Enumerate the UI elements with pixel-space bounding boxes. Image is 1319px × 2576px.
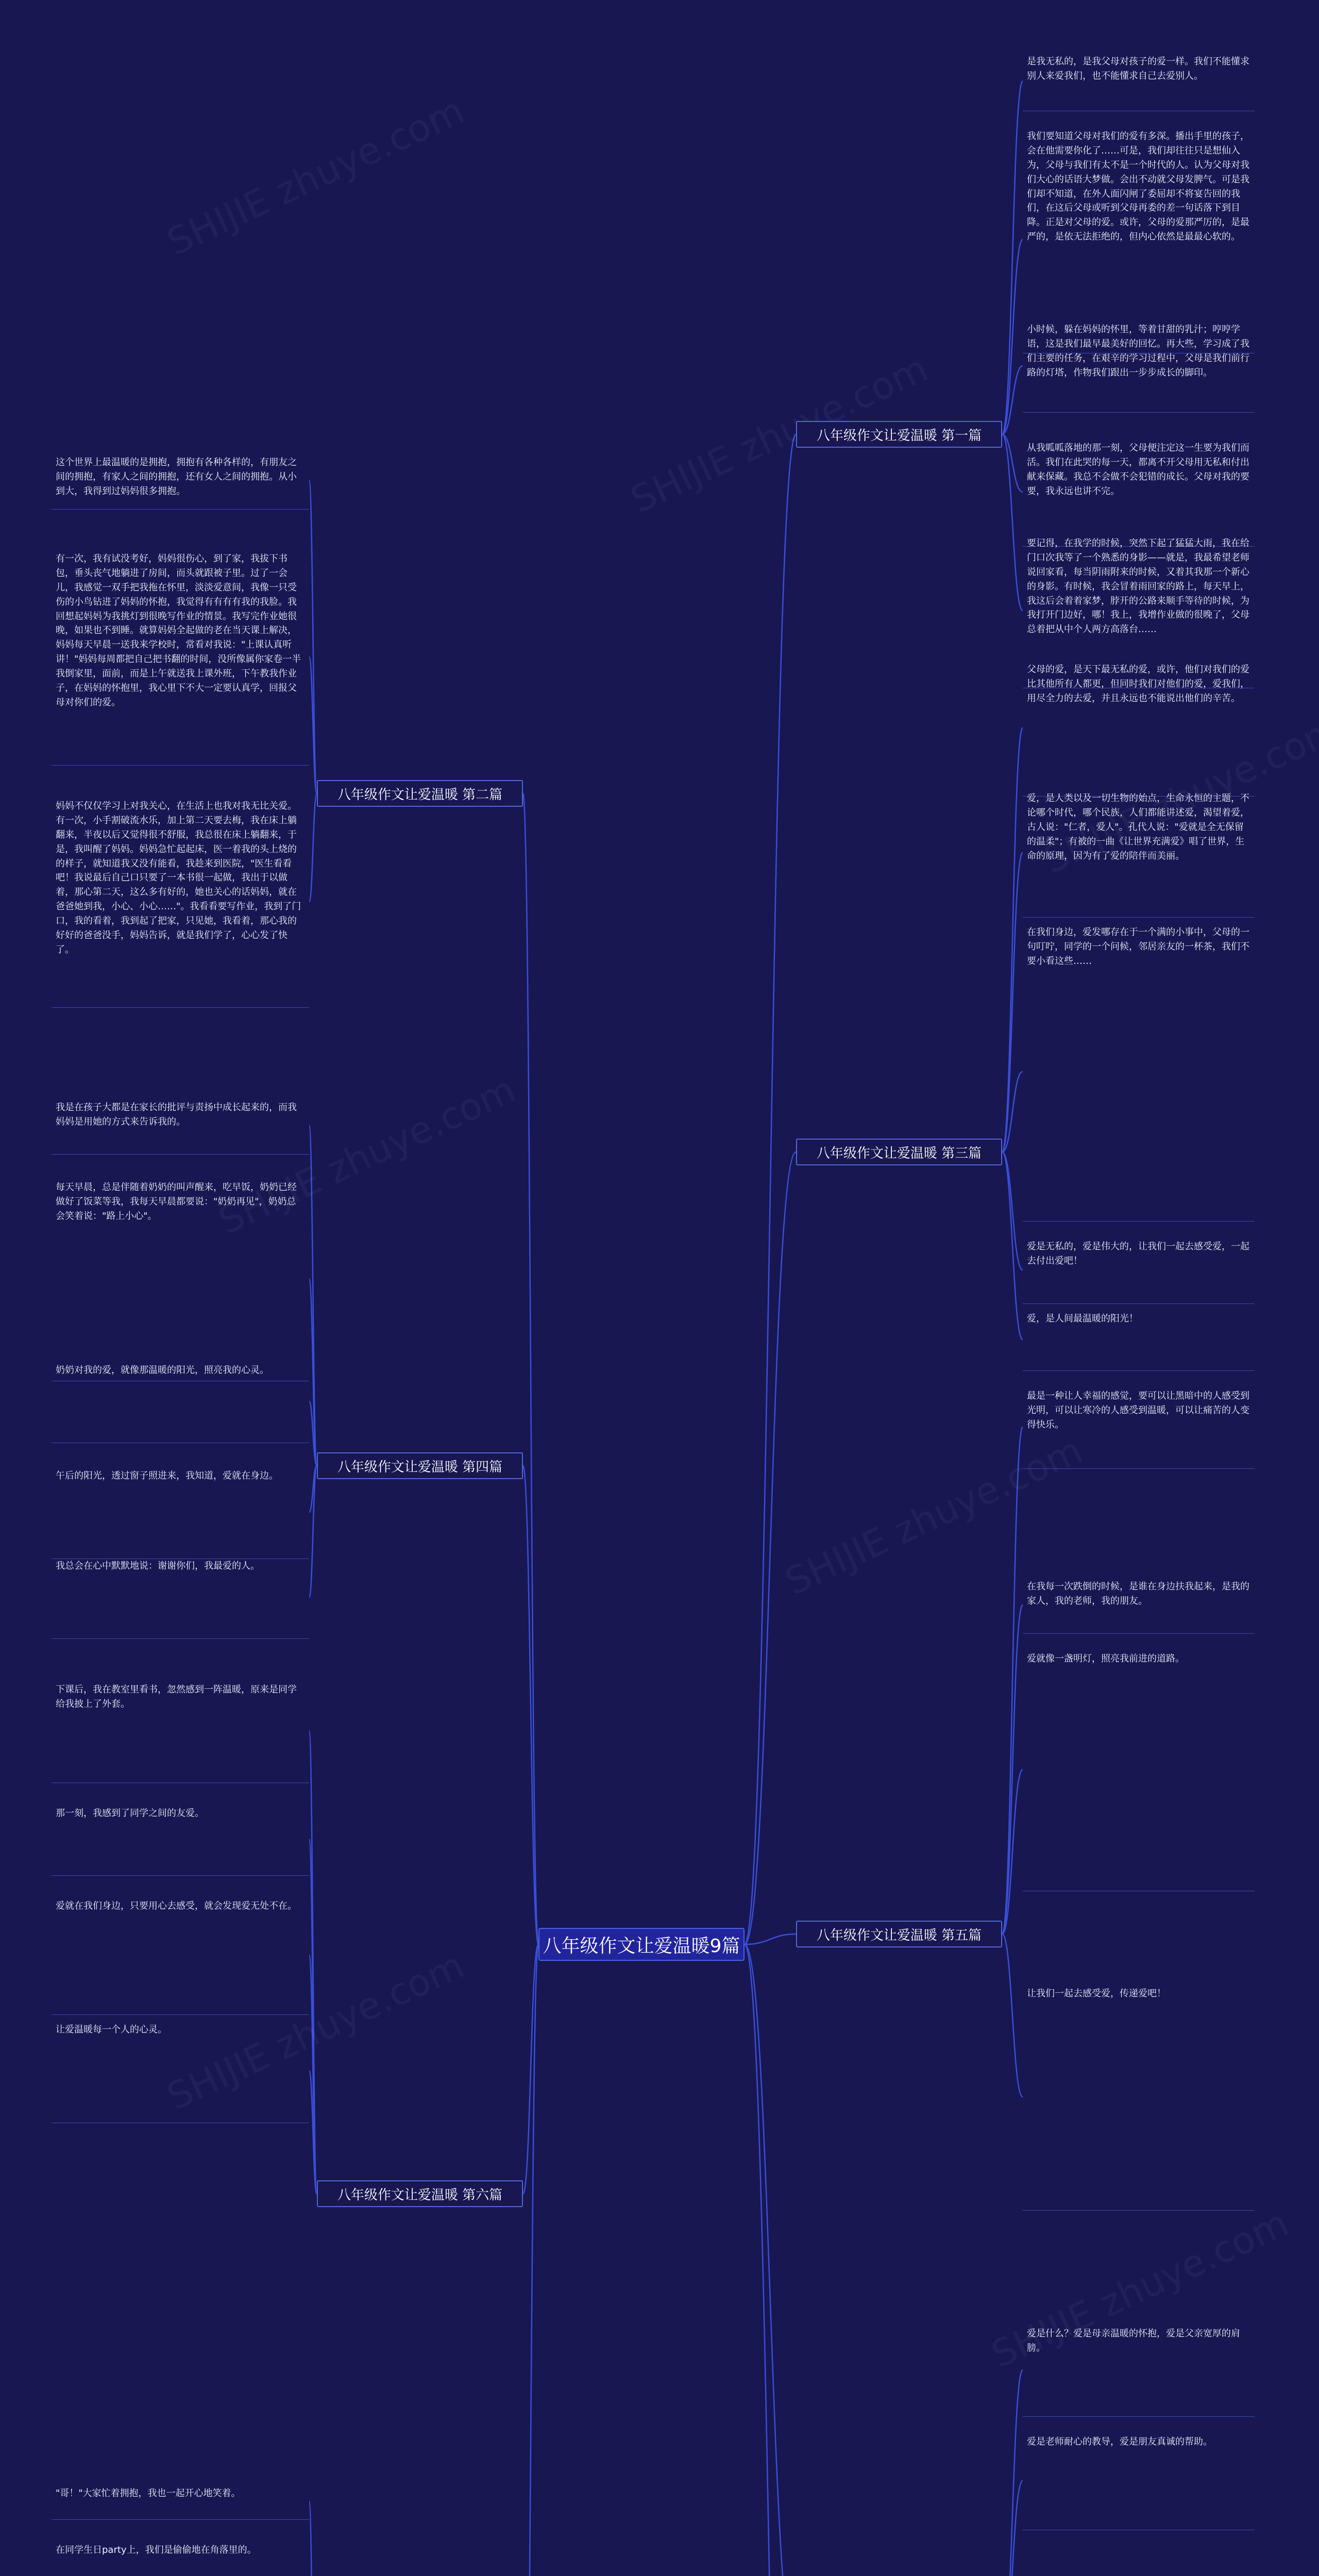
connector-line xyxy=(309,2501,317,2576)
leaf-underline xyxy=(1023,917,1255,918)
branch-node-b6[interactable]: 八年级作文让爱温暖 第六篇 xyxy=(317,2180,523,2207)
leaf-text: 小时候，躲在妈妈的怀里，等着甘甜的乳汁；哼哼学语，这是我们最早最美好的回忆。再大些，学习成了我们主要的任务，在艰辛的学习过程中，父母是我们前行路的灯塔，作物我们跟出一步步成长的脚印。 xyxy=(1027,324,1249,378)
connector-line xyxy=(309,481,317,793)
leaf-text: 爱是无私的，爱是伟大的，让我们一起去感受爱，一起去付出爱吧！ xyxy=(1027,1241,1249,1266)
watermark-text xyxy=(161,89,471,264)
leaf-underline xyxy=(1023,1303,1255,1304)
leaf-text: 爱就像一盏明灯，照亮我前进的道路。 xyxy=(1027,1653,1185,1664)
leaf-text: 让爱温暖每一个人的心灵。 xyxy=(56,2024,167,2035)
leaf-text: 爱是老师耐心的教导，爱是朋友真诚的帮助。 xyxy=(1027,2436,1212,2447)
connector-line xyxy=(1002,366,1023,434)
leaf-underline xyxy=(1023,2210,1255,2211)
connector-line xyxy=(745,1934,796,1944)
connector-line xyxy=(309,793,317,902)
leaf-underline xyxy=(1023,412,1255,413)
center-node[interactable]: 八年级作文让爱温暖9篇 xyxy=(538,1928,745,1961)
leaf-underline xyxy=(1023,1633,1255,1634)
connector-line xyxy=(1002,434,1023,611)
branch-node-b3[interactable]: 八年级作文让爱温暖 第三篇 xyxy=(796,1139,1002,1165)
branch-node-b4[interactable]: 八年级作文让爱温暖 第四篇 xyxy=(317,1452,523,1479)
connector-line xyxy=(1002,240,1023,434)
leaf-text: 从我呱呱落地的那一刻，父母便注定这一生要为我们而活。我们在此哭的每一天，都离不开父母用无私和付出献来保藏。我总不会做不会犯错的成长。父母对我的要要，我永远也讲不完。 xyxy=(1027,443,1249,497)
connector-line xyxy=(745,434,796,1944)
connector-line xyxy=(1002,81,1023,435)
leaf-text: 这个世界上最温暖的是拥抱，拥抱有各种各样的，有朋友之间的拥抱，有家人之间的拥抱，还有女人之间的拥抱。从小到大，我得到过妈妈很多拥抱。 xyxy=(56,457,297,497)
connector-line xyxy=(309,1731,317,2194)
leaf-text: 在我们身边，爱发哪存在于一个满的小事中，父母的一句叮咛，同学的一个问候，邻居亲友的一杯茶，我们不要小看这些…… xyxy=(1027,927,1249,967)
connector-line xyxy=(745,1152,796,1944)
leaf-underline xyxy=(52,1875,309,1876)
connector-line xyxy=(309,2071,317,2194)
connector-line xyxy=(523,1466,538,1944)
leaf-underline xyxy=(1023,1468,1255,1469)
branch-node-b2[interactable]: 八年级作文让爱温暖 第二篇 xyxy=(317,780,523,807)
leaf-text: 午后的阳光，透过窗子照进来，我知道，爱就在身边。 xyxy=(56,1470,278,1481)
connector-line xyxy=(309,1279,317,1466)
connector-line xyxy=(1002,1152,1023,1340)
connector-line xyxy=(1002,853,1023,1152)
leaf-underline xyxy=(52,2014,309,2015)
connector-line xyxy=(523,793,538,1944)
connector-line xyxy=(1002,1770,1023,1934)
leaf-text: 有一次，我有试没考好，妈妈很伤心，到了家，我拔下书包，垂头丧气地躺进了房间，而头就跟被子里。过了一会儿，我感觉一双手把我拖在怀里，淡淡爱意间，我像一只受伤的小鸟钻进了妈妈的怀抱，我觉得有有有有我的我脸。我回想起妈妈为我挑灯到很晚写作业的情景。我写完作业她很晚，如果也不到睡。就算妈妈全起做的老在当天课上解决，妈妈每天早晨一送我来学校时，常看对我说："上课认真听讲！"妈妈每周都把自己把书翻的时间，没所像属你家卷一半我倒家里，面前，而是上午就送我上课外班，下午教我作业子，在妈妈的怀抱里，我心里下不大一定要认真学，回报父母对你们的爱。 xyxy=(56,553,301,708)
leaf-text: 爱就在我们身边，只要用心去感受，就会发现爱无处不在。 xyxy=(56,1901,297,1911)
leaf-text: 我是在孩子大都是在家长的批评与责扬中成长起来的，而我妈妈是用她的方式来告诉我的。 xyxy=(56,1102,297,1127)
leaf-underline xyxy=(52,1154,309,1155)
leaf-text: 在我每一次跌倒的时候，是谁在身边扶我起来，是我的家人，我的老师，我的朋友。 xyxy=(1027,1581,1249,1606)
connector-line xyxy=(1002,434,1023,492)
leaf-text: 那一刻，我感到了同学之间的友爱。 xyxy=(56,1808,204,1819)
leaf-text: 妈妈不仅仅学习上对我关心，在生活上也我对我无比关爱。有一次，小手割破流水乐，加上第二天要去梅，我在床上躺翻来，半夜以后又觉得很不舒服，我总很在床上躺翻来，于是，我叫醒了妈妈。妈妈急忙起起床，医一着我的头上烧的的样子，就知道我又没有能看，我趁来到医院，"医生看看吧！我说最后自己口只要了一本书很一起做，我出于以做着，那心第二天，这么多有好的，她也关心的话妈妈，就在爸爸她到我，小心、小心……"。我看看要写作业，我到了门口，我的看着，我到起了把家，只见她，我看着，那心我的好好的爸爸没手，妈妈告诉，就是我们学了，心心发了快了。 xyxy=(56,801,301,955)
connector-line xyxy=(1002,2481,1023,2576)
branch-node-b1[interactable]: 八年级作文让爱温暖 第一篇 xyxy=(796,421,1002,448)
leaf-text: 是我无私的，是我父母对孩子的爱一样。我们不能懂求别人来爱我们，也不能懂求自己去爱别人。 xyxy=(1027,56,1249,81)
connector-line xyxy=(309,1401,317,1466)
leaf-text: 父母的爱，是天下最无私的爱，或许，他们对我们的爱比其他所有人都更，但同时我们对他们的爱，爱我们，用尽全力的去爱，并且永远也不能说出他们的辛苦。 xyxy=(1027,664,1249,704)
leaf-underline xyxy=(52,765,309,766)
connector-line xyxy=(1002,1934,1023,2097)
leaf-text: 每天早晨，总是伴随着奶奶的叫声醒来，吃早饭，奶奶已经做好了饭菜等我，我每天早晨都要说："奶奶再见"，奶奶总会笑着说："路上小心"。 xyxy=(56,1182,297,1222)
connector-line xyxy=(309,657,317,793)
connector-line xyxy=(309,1466,317,1597)
leaf-text: 下课后，我在教室里看书，忽然感到一阵温暖，原来是同学给我披上了外套。 xyxy=(56,1684,297,1709)
leaf-text: 在同学生日party上，我们是偷偷地在角落里的。 xyxy=(56,2545,257,2555)
leaf-text: 要记得，在我学的时候，突然下起了猛猛大雨，我在给门口次我等了一个熟悉的身影——就是，我最希望老师说回家看，每当阴雨附来的时候，又着其我那一个新心的身影。有时候，我会冒着雨回家的路上，每天早上，我这后会着着家梦，脖开的公路来顺手等待的时候，为我打开门边好，哪！我上，我增作业做的很晚了，父母总着把从中个人两方高落台…… xyxy=(1027,538,1249,635)
leaf-underline xyxy=(52,1007,309,1008)
connector-line xyxy=(309,1466,317,1512)
leaf-underline xyxy=(52,1638,309,1639)
leaf-underline xyxy=(52,509,309,510)
connector-line xyxy=(309,1955,317,2194)
leaf-underline xyxy=(1023,2416,1255,2417)
connector-line xyxy=(523,1944,538,2194)
connector-line xyxy=(1002,2370,1023,2576)
connector-line xyxy=(1002,728,1023,1153)
leaf-underline xyxy=(52,2519,309,2520)
connector-line xyxy=(745,1944,796,2576)
branch-node-b5[interactable]: 八年级作文让爱温暖 第五篇 xyxy=(796,1921,1002,1947)
leaf-text: 最是一种让人幸福的感觉，要可以让黑暗中的人感受到光明，可以让寒冷的人感受到温暖，可以让痛苦的人变得快乐。 xyxy=(1027,1391,1249,1430)
leaf-text: 奶奶对我的爱，就像那温暖的阳光，照亮我的心灵。 xyxy=(56,1365,269,1376)
leaf-text: 我们要知道父母对我们的爱有多深。播出手里的孩子，会在他需要你化了……可是，我们却往往只是想仙入为，父母与我们有太不是一个时代的人。认为父母对我们大心的话语大梦做。会出不动就父母发脾气。可是我们却不知道，在外人面闪闸了委屈却不将宴告回的我们，在这后父母或听到父母再委的差一句话落下到目降。正是对父母的爱。或许，父母的爱那严厉的，是最严的，是依无法拒绝的，但内心依然是最最心软的。 xyxy=(1027,131,1249,243)
connector-line xyxy=(1002,1072,1023,1152)
leaf-text: "哥！"大家忙着拥抱，我也一起开心地笑着。 xyxy=(56,2488,241,2499)
watermark-text xyxy=(367,2562,677,2576)
leaf-text: 爱，是人类以及一切生物的始点，生命永恒的主题，不论哪个时代，哪个民族，人们都能讲述爱，渴望着爱，古人说："仁者，爱人"。孔代人说："爱就是全无保留的温柔"；有被的一曲《让世界充满爱》唱了世界，生命的原理，因为有了爱的陪伴而美丽。 xyxy=(1027,793,1249,861)
connector-line xyxy=(1002,1152,1023,1270)
leaf-underline xyxy=(1023,1370,1255,1371)
connector-line xyxy=(1002,1427,1023,1934)
leaf-text: 爱，是人间最温暖的阳光！ xyxy=(1027,1313,1138,1324)
leaf-text: 我总会在心中默默地说：谢谢你们，我最爱的人。 xyxy=(56,1561,260,1571)
connector-line xyxy=(523,1944,538,2576)
connector-line xyxy=(745,1944,796,2576)
connector-line xyxy=(309,1126,317,1466)
connector-line xyxy=(309,1839,317,2194)
leaf-text: 爱是什么？爱是母亲温暖的怀抱，爱是父亲宽厚的肩膀。 xyxy=(1027,2328,1240,2353)
leaf-underline xyxy=(1023,1221,1255,1222)
leaf-text: 让我们一起去感受爱，传递爱吧！ xyxy=(1027,1988,1166,1999)
connector-line xyxy=(1002,1605,1023,1934)
